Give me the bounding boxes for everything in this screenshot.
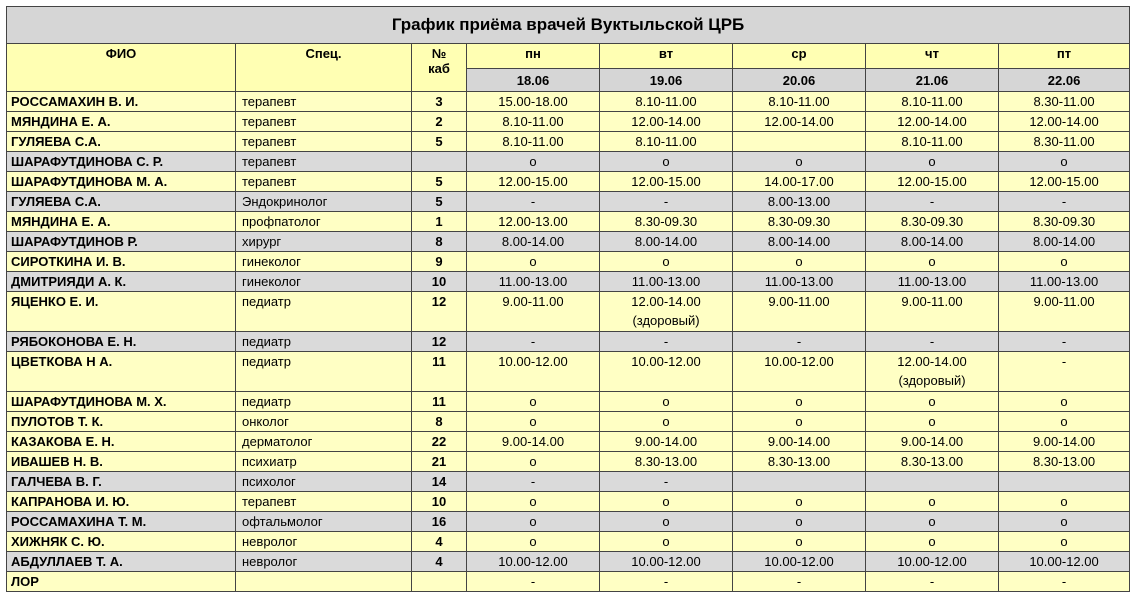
cabinet-number: 21	[412, 452, 467, 472]
day-hours: о	[866, 392, 999, 412]
day-hours: 10.00-12.00	[600, 552, 733, 572]
day-hours: -	[866, 572, 999, 592]
day-hours: 8.10-11.00	[866, 92, 999, 112]
day-hours: о	[733, 492, 866, 512]
specialty: терапевт	[236, 132, 412, 152]
specialty: гинеколог	[236, 272, 412, 292]
table-row	[7, 212, 1130, 232]
day-hours: о	[733, 392, 866, 412]
cabinet-number: 11	[412, 392, 467, 412]
doctor-name: ШАРАФУТДИНОВА М. Х.	[7, 392, 236, 412]
day-hours: 8.30-09.30	[600, 212, 733, 232]
specialty: офтальмолог	[236, 512, 412, 532]
day-hours: 8.30-13.00	[733, 452, 866, 472]
cabinet-number: 14	[412, 472, 467, 492]
day-hours: о	[999, 392, 1130, 412]
doctor-name: ИВАШЕВ Н. В.	[7, 452, 236, 472]
day-hours: 15.00-18.00	[467, 92, 600, 112]
day-hours: 8.10-11.00	[866, 132, 999, 152]
header-date: 22.06	[999, 69, 1130, 92]
table-row	[7, 292, 1130, 332]
doctor-name: ГУЛЯЕВА С.А.	[7, 132, 236, 152]
specialty: Эндокринолог	[236, 192, 412, 212]
specialty: гинеколог	[236, 252, 412, 272]
day-hours: 12.00-15.00	[600, 172, 733, 192]
cabinet-number: 4	[412, 552, 467, 572]
day-hours: 8.30-09.30	[733, 212, 866, 232]
day-hours: 10.00-12.00	[600, 352, 733, 392]
table-row	[7, 572, 1130, 592]
doctor-name: МЯНДИНА Е. А.	[7, 112, 236, 132]
day-hours	[866, 472, 999, 492]
day-hours: -	[866, 192, 999, 212]
day-hours: о	[999, 492, 1130, 512]
day-hours: 12.00-13.00	[467, 212, 600, 232]
specialty: терапевт	[236, 92, 412, 112]
day-hours: 8.10-11.00	[733, 92, 866, 112]
day-hours: о	[467, 252, 600, 272]
day-hours: о	[467, 512, 600, 532]
day-hours: 10.00-12.00	[866, 552, 999, 572]
day-hours: о	[600, 392, 733, 412]
table-row	[7, 152, 1130, 172]
day-hours: 12.00-14.00	[733, 112, 866, 132]
doctor-name: ПУЛОТОВ Т. К.	[7, 412, 236, 432]
day-hours: 8.00-14.00	[467, 232, 600, 252]
doctor-name: СИРОТКИНА И. В.	[7, 252, 236, 272]
table-row	[7, 92, 1130, 112]
table-row	[7, 352, 1130, 392]
day-hours: -	[600, 332, 733, 352]
day-hours: о	[600, 512, 733, 532]
day-hours: -	[999, 332, 1130, 352]
specialty: терапевт	[236, 492, 412, 512]
cabinet-number: 12	[412, 332, 467, 352]
day-hours: 8.30-13.00	[600, 452, 733, 472]
doctor-name: КАЗАКОВА Е. Н.	[7, 432, 236, 452]
day-hours: 8.10-11.00	[467, 112, 600, 132]
cabinet-number: 11	[412, 352, 467, 392]
table-row	[7, 432, 1130, 452]
day-hours: 8.10-11.00	[600, 132, 733, 152]
day-hours: -	[600, 192, 733, 212]
doctor-name: ГУЛЯЕВА С.А.	[7, 192, 236, 212]
specialty: профпатолог	[236, 212, 412, 232]
header-day: ср	[733, 44, 866, 69]
day-hours: о	[467, 412, 600, 432]
day-hours: 9.00-14.00	[733, 432, 866, 452]
day-hours: 12.00-15.00	[467, 172, 600, 192]
day-hours: 11.00-13.00	[999, 272, 1130, 292]
specialty: хирург	[236, 232, 412, 252]
specialty: психолог	[236, 472, 412, 492]
day-hours: 9.00-11.00	[999, 292, 1130, 332]
day-hours: 10.00-12.00	[999, 552, 1130, 572]
day-hours: 10.00-12.00	[467, 552, 600, 572]
table-row	[7, 452, 1130, 472]
day-hours: 11.00-13.00	[733, 272, 866, 292]
day-hours: -	[467, 332, 600, 352]
day-hours: 8.30-13.00	[866, 452, 999, 472]
day-hours: о	[600, 532, 733, 552]
cabinet-number	[412, 572, 467, 592]
day-hours: о	[999, 412, 1130, 432]
day-hours: о	[999, 532, 1130, 552]
cabinet-number: 8	[412, 412, 467, 432]
table-row	[7, 412, 1130, 432]
table-row	[7, 172, 1130, 192]
day-hours	[733, 472, 866, 492]
specialty: дерматолог	[236, 432, 412, 452]
doctor-name: ЛОР	[7, 572, 236, 592]
day-hours: о	[866, 252, 999, 272]
header-date: 18.06	[467, 69, 600, 92]
day-hours: -	[733, 572, 866, 592]
cabinet-number: 16	[412, 512, 467, 532]
table-row	[7, 492, 1130, 512]
cabinet-number: 22	[412, 432, 467, 452]
cabinet-number	[412, 152, 467, 172]
day-hours: 9.00-11.00	[733, 292, 866, 332]
specialty	[236, 572, 412, 592]
header-date: 20.06	[733, 69, 866, 92]
day-hours: 9.00-14.00	[999, 432, 1130, 452]
day-hours: 12.00-15.00	[866, 172, 999, 192]
schedule-table	[6, 6, 1130, 592]
cabinet-number: 10	[412, 492, 467, 512]
doctor-name: АБДУЛЛАЕВ Т. А.	[7, 552, 236, 572]
day-hours: 10.00-12.00	[467, 352, 600, 392]
day-hours: о	[999, 512, 1130, 532]
day-hours: о	[999, 152, 1130, 172]
day-hours: -	[467, 192, 600, 212]
day-hours: 12.00-15.00	[999, 172, 1130, 192]
cabinet-number: 5	[412, 132, 467, 152]
specialty: педиатр	[236, 332, 412, 352]
specialty: психиатр	[236, 452, 412, 472]
cabinet-number: 3	[412, 92, 467, 112]
day-hours: о	[600, 152, 733, 172]
cabinet-number: 5	[412, 172, 467, 192]
header-name: ФИО	[7, 44, 236, 92]
day-hours: 10.00-12.00	[733, 552, 866, 572]
day-hours: о	[600, 492, 733, 512]
specialty: терапевт	[236, 112, 412, 132]
doctor-name: КАПРАНОВА И. Ю.	[7, 492, 236, 512]
cabinet-number: 10	[412, 272, 467, 292]
day-hours: -	[467, 472, 600, 492]
table-row	[7, 252, 1130, 272]
day-hours: 8.00-14.00	[600, 232, 733, 252]
doctor-name: ЯЦЕНКО Е. И.	[7, 292, 236, 332]
table-row	[7, 132, 1130, 152]
day-hours: 11.00-13.00	[600, 272, 733, 292]
doctor-name: РОССАМАХИНА Т. М.	[7, 512, 236, 532]
day-hours: -	[866, 332, 999, 352]
day-hours: -	[467, 572, 600, 592]
day-hours: о	[999, 252, 1130, 272]
day-hours: 11.00-13.00	[866, 272, 999, 292]
table-row	[7, 472, 1130, 492]
doctor-name: ШАРАФУТДИНОВ Р.	[7, 232, 236, 252]
day-hours: 8.10-11.00	[600, 92, 733, 112]
day-hours: 8.10-11.00	[467, 132, 600, 152]
cabinet-number: 5	[412, 192, 467, 212]
doctor-name: РОССАМАХИН В. И.	[7, 92, 236, 112]
table-row	[7, 272, 1130, 292]
day-hours: о	[467, 392, 600, 412]
day-hours	[999, 472, 1130, 492]
table-row	[7, 532, 1130, 552]
day-hours: о	[600, 252, 733, 272]
day-hours: 9.00-14.00	[467, 432, 600, 452]
day-hours: 9.00-11.00	[866, 292, 999, 332]
table-row	[7, 192, 1130, 212]
day-hours: о	[467, 492, 600, 512]
header-spec: Спец.	[236, 44, 412, 92]
day-hours: о	[866, 492, 999, 512]
schedule-body	[7, 92, 1130, 592]
header-cabinet	[412, 44, 467, 92]
cabinet-number: 8	[412, 232, 467, 252]
specialty: невролог	[236, 552, 412, 572]
day-hours: о	[866, 532, 999, 552]
day-hours: 12.00-14.00	[866, 112, 999, 132]
doctor-name: ДМИТРИЯДИ А. К.	[7, 272, 236, 292]
specialty: педиатр	[236, 392, 412, 412]
day-hours: 9.00-14.00	[600, 432, 733, 452]
day-hours: 10.00-12.00	[733, 352, 866, 392]
table-row	[7, 512, 1130, 532]
header-cabinet-line1: №	[431, 46, 447, 61]
day-hours: о	[733, 152, 866, 172]
day-hours: о	[866, 152, 999, 172]
day-hours: 8.30-13.00	[999, 452, 1130, 472]
table-row	[7, 332, 1130, 352]
specialty: педиатр	[236, 292, 412, 332]
specialty: невролог	[236, 532, 412, 552]
day-hours: о	[467, 452, 600, 472]
day-hours: 12.00-14.00	[999, 112, 1130, 132]
specialty: онколог	[236, 412, 412, 432]
header-day: чт	[866, 44, 999, 69]
cabinet-number: 2	[412, 112, 467, 132]
day-hours: о	[733, 412, 866, 432]
day-hours: о	[733, 532, 866, 552]
header-day: пн	[467, 44, 600, 69]
day-hours	[733, 132, 866, 152]
day-hours: 12.00-14.00 (здоровый)	[600, 292, 733, 332]
day-hours: о	[600, 412, 733, 432]
doctor-name: ГАЛЧЕВА В. Г.	[7, 472, 236, 492]
specialty: терапевт	[236, 152, 412, 172]
doctor-name: РЯБОКОНОВА Е. Н.	[7, 332, 236, 352]
table-row	[7, 392, 1130, 412]
table-row	[7, 112, 1130, 132]
day-hours: 9.00-14.00	[866, 432, 999, 452]
table-row	[7, 552, 1130, 572]
day-hours: 8.00-14.00	[733, 232, 866, 252]
doctor-name: ХИЖНЯК С. Ю.	[7, 532, 236, 552]
doctor-name: МЯНДИНА Е. А.	[7, 212, 236, 232]
cabinet-number: 9	[412, 252, 467, 272]
day-hours: 8.30-11.00	[999, 132, 1130, 152]
specialty: терапевт	[236, 172, 412, 192]
day-hours: 9.00-11.00	[467, 292, 600, 332]
header-day: пт	[999, 44, 1130, 69]
doctor-name: ЦВЕТКОВА Н А.	[7, 352, 236, 392]
day-hours: о	[467, 532, 600, 552]
day-hours: 8.00-13.00	[733, 192, 866, 212]
day-hours: 8.00-14.00	[866, 232, 999, 252]
day-hours: о	[467, 152, 600, 172]
table-title: График приёма врачей Вуктыльской ЦРБ	[7, 7, 1130, 44]
day-hours: -	[600, 572, 733, 592]
cabinet-number: 4	[412, 532, 467, 552]
doctor-name: ШАРАФУТДИНОВА М. А.	[7, 172, 236, 192]
cabinet-number: 12	[412, 292, 467, 332]
header-date: 19.06	[600, 69, 733, 92]
day-hours: о	[866, 512, 999, 532]
day-hours: -	[999, 572, 1130, 592]
cabinet-number: 1	[412, 212, 467, 232]
day-hours: 11.00-13.00	[467, 272, 600, 292]
header-cabinet-line2: каб	[428, 61, 450, 76]
day-hours: 8.30-09.30	[999, 212, 1130, 232]
day-hours: 8.30-09.30	[866, 212, 999, 232]
header-row-days	[7, 44, 1130, 69]
day-hours: о	[733, 512, 866, 532]
day-hours: о	[866, 412, 999, 432]
doctor-name: ШАРАФУТДИНОВА С. Р.	[7, 152, 236, 172]
day-hours: -	[733, 332, 866, 352]
table-row	[7, 232, 1130, 252]
day-hours: 12.00-14.00	[600, 112, 733, 132]
day-hours: 12.00-14.00 (здоровый)	[866, 352, 999, 392]
day-hours: -	[999, 352, 1130, 392]
day-hours: 8.00-14.00	[999, 232, 1130, 252]
header-day: вт	[600, 44, 733, 69]
day-hours: -	[999, 192, 1130, 212]
day-hours: 14.00-17.00	[733, 172, 866, 192]
day-hours: о	[733, 252, 866, 272]
specialty: педиатр	[236, 352, 412, 392]
header-date: 21.06	[866, 69, 999, 92]
day-hours: 8.30-11.00	[999, 92, 1130, 112]
day-hours: -	[600, 472, 733, 492]
